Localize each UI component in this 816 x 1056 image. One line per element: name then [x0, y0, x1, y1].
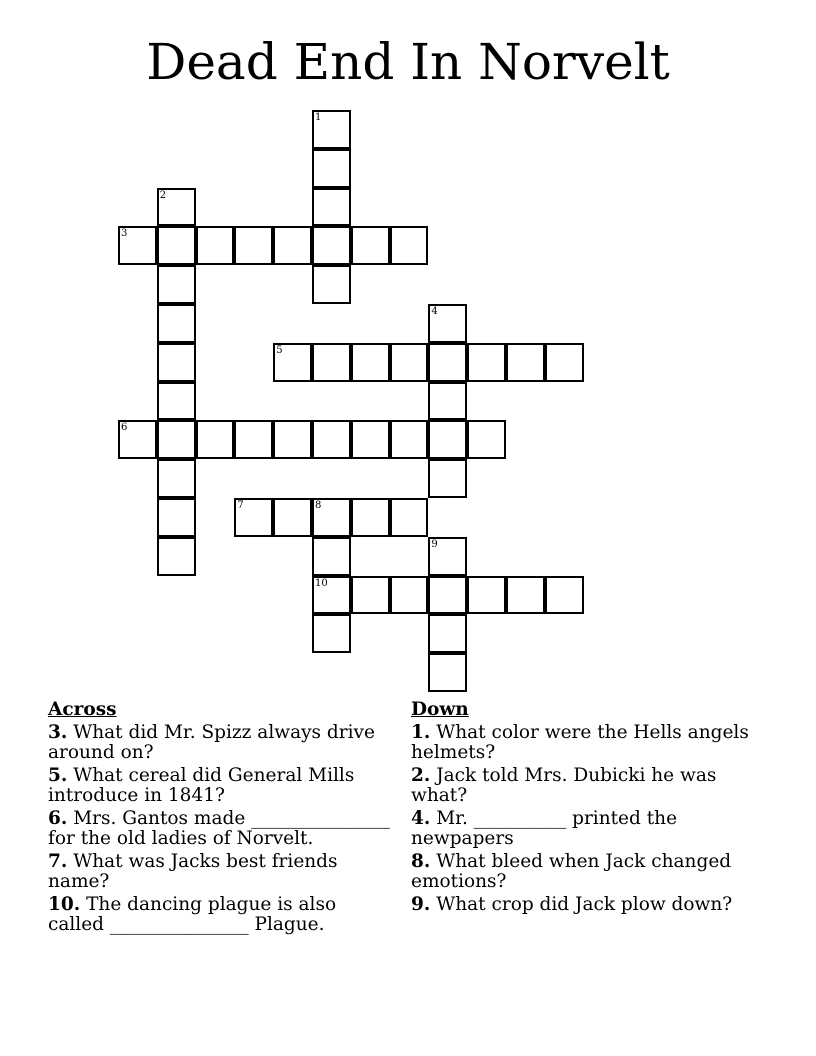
cell-number: 9 — [431, 538, 438, 550]
grid-cell[interactable] — [312, 537, 351, 576]
down-clue-list — [411, 723, 756, 915]
clue-number: 10. — [48, 894, 81, 915]
grid-cell[interactable] — [118, 226, 157, 265]
down-clue — [411, 809, 756, 849]
clue-text: What was Jacks best friends name? — [48, 851, 338, 892]
across-heading: Across — [48, 699, 117, 720]
grid-cell[interactable] — [467, 343, 506, 382]
clue-text: What bleed when Jack changed emotions? — [411, 851, 732, 892]
grid-cell[interactable] — [312, 226, 351, 265]
grid-cell[interactable] — [467, 420, 506, 459]
across-clue — [48, 809, 393, 849]
grid-cell[interactable] — [234, 498, 273, 537]
grid-cell[interactable] — [312, 343, 351, 382]
grid-cell[interactable] — [428, 576, 467, 615]
clue-number: 5. — [48, 765, 68, 786]
grid-cell[interactable] — [428, 304, 467, 343]
clue-number: 8. — [411, 851, 431, 872]
grid-cell[interactable] — [351, 420, 390, 459]
clue-text: What color were the Hells angels helmets? — [411, 722, 749, 763]
grid-cell[interactable] — [390, 576, 429, 615]
grid-cell[interactable] — [428, 459, 467, 498]
clue-text: What crop did Jack plow down? — [430, 894, 733, 915]
clue-text: Jack told Mrs. Dubicki he was what? — [411, 765, 717, 806]
down-clue — [411, 723, 756, 763]
grid-cell[interactable] — [234, 420, 273, 459]
grid-cell[interactable] — [506, 343, 545, 382]
down-heading: Down — [411, 699, 469, 720]
grid-cell[interactable] — [312, 188, 351, 227]
across-clue — [48, 895, 393, 935]
cell-number: 6 — [121, 422, 128, 434]
grid-cell[interactable] — [157, 537, 196, 576]
grid-cell[interactable] — [273, 343, 312, 382]
grid-cell[interactable] — [312, 576, 351, 615]
grid-cell[interactable] — [428, 653, 467, 692]
clue-number: 6. — [48, 808, 68, 829]
grid-cell[interactable] — [157, 459, 196, 498]
grid-cell[interactable] — [390, 226, 429, 265]
clue-number: 3. — [48, 722, 68, 743]
grid-cell[interactable] — [273, 420, 312, 459]
cell-number: 2 — [159, 189, 167, 201]
grid-cell[interactable] — [351, 576, 390, 615]
grid-cell[interactable] — [312, 110, 351, 149]
clue-number: 7. — [48, 851, 68, 872]
across-clue-list — [48, 723, 393, 935]
grid-cell[interactable] — [467, 576, 506, 615]
across-clue — [48, 766, 393, 806]
grid-cell[interactable] — [390, 420, 429, 459]
grid-cell[interactable] — [312, 614, 351, 653]
grid-cell[interactable] — [312, 420, 351, 459]
across-clues — [48, 700, 393, 938]
down-clue — [411, 895, 756, 915]
grid-cell[interactable] — [351, 343, 390, 382]
down-clue — [411, 852, 756, 892]
cell-number: 8 — [315, 500, 322, 511]
grid-cell[interactable] — [312, 265, 351, 304]
across-clue — [48, 852, 393, 892]
grid-cell[interactable] — [428, 382, 467, 421]
grid-cell[interactable] — [428, 537, 467, 576]
grid-cell[interactable] — [157, 420, 196, 459]
grid-cell[interactable] — [157, 498, 196, 537]
grid-cell[interactable] — [312, 498, 351, 537]
grid-cell[interactable] — [545, 343, 584, 382]
clue-number: 9. — [411, 894, 431, 915]
grid-cell[interactable] — [157, 382, 196, 421]
grid-cell[interactable] — [196, 226, 235, 265]
down-clue — [411, 766, 756, 806]
across-clue — [48, 723, 393, 763]
grid-cell[interactable] — [157, 226, 196, 265]
cell-number: 4 — [431, 306, 438, 317]
grid-cell[interactable] — [428, 343, 467, 382]
cell-number: 3 — [121, 228, 128, 240]
clue-text: Mr. __________ printed the newpapers — [411, 808, 678, 849]
grid-cell[interactable] — [273, 226, 312, 265]
cell-number: 10 — [315, 577, 328, 589]
cell-number: 5 — [276, 344, 283, 356]
cell-number: 1 — [315, 112, 322, 123]
down-clues — [411, 700, 756, 918]
grid-cell[interactable] — [273, 498, 312, 537]
grid-cell[interactable] — [351, 498, 390, 537]
grid-cell[interactable] — [157, 343, 196, 382]
clue-text: Mrs. Gantos made _______________ for the old ladies of Norvelt. — [48, 808, 390, 849]
clue-text: What did Mr. Spizz always drive around on? — [48, 722, 375, 763]
grid-cell[interactable] — [428, 420, 467, 459]
grid-cell[interactable] — [506, 576, 545, 615]
grid-cell[interactable] — [157, 188, 196, 227]
grid-cell[interactable] — [196, 420, 235, 459]
clue-text: What cereal did General Mills introduce in 1841? — [48, 765, 355, 806]
grid-cell[interactable] — [545, 576, 584, 615]
grid-cell[interactable] — [351, 226, 390, 265]
grid-cell[interactable] — [390, 498, 429, 537]
grid-cell[interactable] — [157, 265, 196, 304]
grid-cell[interactable] — [157, 304, 196, 343]
grid-cell[interactable] — [390, 343, 429, 382]
grid-cell[interactable] — [312, 149, 351, 188]
grid-cell[interactable] — [234, 226, 273, 265]
cell-number: 7 — [237, 500, 244, 511]
puzzle-title: Dead End In Norvelt — [146, 33, 670, 91]
clue-number: 1. — [411, 722, 431, 743]
grid-cell[interactable] — [118, 420, 157, 459]
clue-text: The dancing plague is also called _______________ Plague. — [48, 894, 337, 935]
clue-number: 2. — [411, 765, 431, 786]
grid-cell[interactable] — [428, 614, 467, 653]
clue-number: 4. — [411, 808, 431, 829]
